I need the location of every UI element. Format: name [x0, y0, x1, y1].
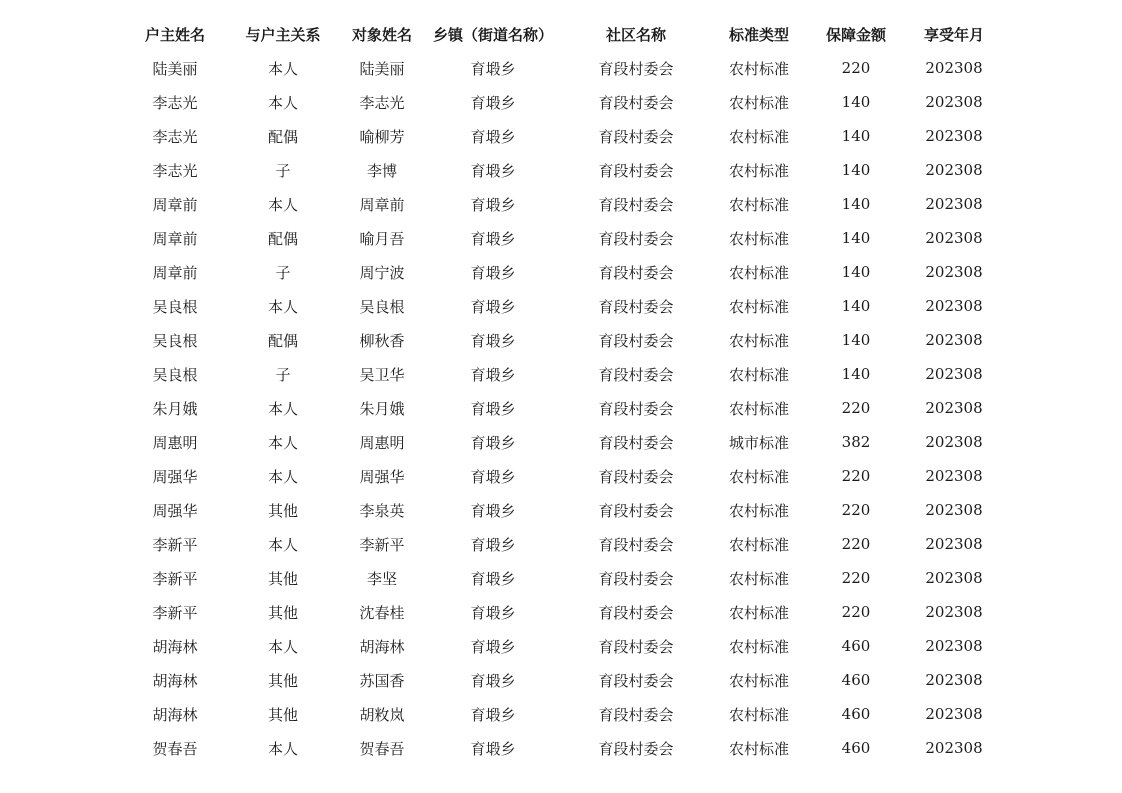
cell-township: 育塅乡 [470, 93, 516, 112]
cell-amount: 220 [841, 59, 871, 77]
cell-amount: 220 [841, 569, 871, 587]
cell-recipient-name: 胡海林 [359, 637, 405, 656]
cell-recipient-name: 朱月娥 [359, 399, 405, 418]
cell-community: 育段村委会 [598, 229, 674, 248]
cell-standard-type: 农村标准 [728, 637, 789, 656]
cell-township: 育塅乡 [470, 535, 516, 554]
cell-householder-name: 李志光 [152, 93, 198, 112]
header-row [120, 17, 1000, 51]
cell-amount: 460 [841, 705, 871, 723]
cell-community: 育段村委会 [598, 161, 674, 180]
cell-relation: 其他 [267, 705, 298, 724]
cell-householder-name: 朱月娥 [152, 399, 198, 418]
cell-amount: 140 [841, 263, 871, 281]
cell-relation: 子 [275, 365, 291, 384]
cell-township: 育塅乡 [470, 433, 516, 452]
cell-amount: 140 [841, 297, 871, 315]
cell-standard-type: 农村标准 [728, 739, 789, 758]
cell-amount: 220 [841, 501, 871, 519]
cell-amount: 140 [841, 93, 871, 111]
cell-standard-type: 农村标准 [728, 59, 789, 78]
cell-standard-type: 农村标准 [728, 331, 789, 350]
header-relation: 与户主关系 [245, 25, 321, 44]
table-body [120, 51, 1000, 765]
cell-relation: 本人 [267, 467, 298, 486]
cell-relation: 本人 [267, 59, 298, 78]
cell-householder-name: 周强华 [152, 467, 198, 486]
cell-recipient-name: 李志光 [359, 93, 405, 112]
cell-month: 202308 [925, 365, 983, 383]
table-row [120, 731, 1000, 765]
cell-community: 育段村委会 [598, 739, 674, 758]
table-row [120, 629, 1000, 663]
table-row [120, 595, 1000, 629]
cell-standard-type: 农村标准 [728, 195, 789, 214]
cell-standard-type: 农村标准 [728, 365, 789, 384]
cell-month: 202308 [925, 739, 983, 757]
cell-community: 育段村委会 [598, 297, 674, 316]
cell-month: 202308 [925, 705, 983, 723]
table-row [120, 391, 1000, 425]
cell-month: 202308 [925, 535, 983, 553]
cell-amount: 220 [841, 603, 871, 621]
cell-recipient-name: 李博 [366, 161, 397, 180]
cell-community: 育段村委会 [598, 399, 674, 418]
cell-householder-name: 周惠明 [152, 433, 198, 452]
cell-township: 育塅乡 [470, 739, 516, 758]
table-row [120, 663, 1000, 697]
cell-relation: 其他 [267, 569, 298, 588]
table-row [120, 425, 1000, 459]
cell-recipient-name: 周宁波 [359, 263, 405, 282]
table-row [120, 527, 1000, 561]
header-standard-type: 标准类型 [728, 25, 789, 44]
table-row [120, 255, 1000, 289]
cell-month: 202308 [925, 671, 983, 689]
table-row [120, 153, 1000, 187]
cell-relation: 子 [275, 263, 291, 282]
cell-standard-type: 城市标准 [728, 433, 789, 452]
cell-community: 育段村委会 [598, 637, 674, 656]
cell-recipient-name: 陆美丽 [359, 59, 405, 78]
cell-amount: 460 [841, 739, 871, 757]
cell-recipient-name: 李坚 [366, 569, 397, 588]
cell-standard-type: 农村标准 [728, 93, 789, 112]
cell-standard-type: 农村标准 [728, 297, 789, 316]
cell-householder-name: 李新平 [152, 535, 198, 554]
cell-relation: 子 [275, 161, 291, 180]
cell-recipient-name: 周强华 [359, 467, 405, 486]
cell-community: 育段村委会 [598, 365, 674, 384]
cell-month: 202308 [925, 229, 983, 247]
header-amount: 保障金额 [825, 25, 886, 44]
cell-standard-type: 农村标准 [728, 705, 789, 724]
cell-householder-name: 陆美丽 [152, 59, 198, 78]
cell-township: 育塅乡 [470, 603, 516, 622]
cell-householder-name: 周强华 [152, 501, 198, 520]
cell-relation: 本人 [267, 93, 298, 112]
cell-community: 育段村委会 [598, 501, 674, 520]
cell-month: 202308 [925, 399, 983, 417]
cell-standard-type: 农村标准 [728, 569, 789, 588]
cell-township: 育塅乡 [470, 637, 516, 656]
cell-recipient-name: 周惠明 [359, 433, 405, 452]
cell-householder-name: 贺春吾 [152, 739, 198, 758]
table-row [120, 561, 1000, 595]
cell-month: 202308 [925, 569, 983, 587]
cell-relation: 其他 [267, 671, 298, 690]
cell-township: 育塅乡 [470, 467, 516, 486]
cell-standard-type: 农村标准 [728, 671, 789, 690]
cell-recipient-name: 苏国香 [359, 671, 405, 690]
cell-amount: 220 [841, 467, 871, 485]
cell-community: 育段村委会 [598, 127, 674, 146]
cell-relation: 本人 [267, 297, 298, 316]
cell-householder-name: 李志光 [152, 127, 198, 146]
table-row [120, 221, 1000, 255]
cell-month: 202308 [925, 603, 983, 621]
cell-relation: 本人 [267, 433, 298, 452]
cell-amount: 140 [841, 365, 871, 383]
cell-relation: 本人 [267, 399, 298, 418]
cell-community: 育段村委会 [598, 93, 674, 112]
cell-community: 育段村委会 [598, 263, 674, 282]
cell-relation: 配偶 [267, 331, 298, 350]
cell-relation: 配偶 [267, 229, 298, 248]
cell-community: 育段村委会 [598, 59, 674, 78]
cell-community: 育段村委会 [598, 535, 674, 554]
cell-township: 育塅乡 [470, 127, 516, 146]
cell-township: 育塅乡 [470, 671, 516, 690]
subsidy-table [120, 17, 1000, 765]
cell-householder-name: 吴良根 [152, 297, 198, 316]
cell-township: 育塅乡 [470, 501, 516, 520]
cell-amount: 140 [841, 161, 871, 179]
cell-standard-type: 农村标准 [728, 467, 789, 486]
cell-community: 育段村委会 [598, 671, 674, 690]
cell-relation: 本人 [267, 637, 298, 656]
cell-township: 育塅乡 [470, 331, 516, 350]
cell-relation: 本人 [267, 195, 298, 214]
cell-householder-name: 周章前 [152, 195, 198, 214]
table-row [120, 697, 1000, 731]
cell-month: 202308 [925, 501, 983, 519]
cell-community: 育段村委会 [598, 195, 674, 214]
cell-amount: 382 [841, 433, 871, 451]
cell-month: 202308 [925, 161, 983, 179]
cell-community: 育段村委会 [598, 467, 674, 486]
table-row [120, 323, 1000, 357]
cell-community: 育段村委会 [598, 603, 674, 622]
cell-recipient-name: 吴良根 [359, 297, 405, 316]
cell-amount: 140 [841, 331, 871, 349]
cell-relation: 配偶 [267, 127, 298, 146]
cell-township: 育塅乡 [470, 161, 516, 180]
cell-amount: 220 [841, 399, 871, 417]
cell-amount: 140 [841, 127, 871, 145]
cell-recipient-name: 柳秋香 [359, 331, 405, 350]
table-row [120, 85, 1000, 119]
cell-month: 202308 [925, 263, 983, 281]
cell-standard-type: 农村标准 [728, 501, 789, 520]
cell-township: 育塅乡 [470, 569, 516, 588]
table-row [120, 289, 1000, 323]
cell-recipient-name: 李新平 [359, 535, 405, 554]
cell-community: 育段村委会 [598, 569, 674, 588]
cell-amount: 460 [841, 637, 871, 655]
cell-householder-name: 吴良根 [152, 365, 198, 384]
cell-township: 育塅乡 [470, 399, 516, 418]
cell-month: 202308 [925, 433, 983, 451]
cell-standard-type: 农村标准 [728, 161, 789, 180]
header-township: 乡镇（街道名称） [432, 25, 553, 44]
cell-township: 育塅乡 [470, 263, 516, 282]
cell-householder-name: 李新平 [152, 569, 198, 588]
cell-recipient-name: 沈春桂 [359, 603, 405, 622]
cell-householder-name: 胡海林 [152, 705, 198, 724]
cell-township: 育塅乡 [470, 705, 516, 724]
table-row [120, 357, 1000, 391]
cell-month: 202308 [925, 331, 983, 349]
table-row [120, 51, 1000, 85]
cell-amount: 140 [841, 195, 871, 213]
cell-recipient-name: 周章前 [359, 195, 405, 214]
cell-community: 育段村委会 [598, 705, 674, 724]
cell-township: 育塅乡 [470, 59, 516, 78]
cell-standard-type: 农村标准 [728, 263, 789, 282]
table-header [120, 17, 1000, 51]
table-row [120, 459, 1000, 493]
cell-month: 202308 [925, 93, 983, 111]
cell-relation: 本人 [267, 535, 298, 554]
cell-householder-name: 胡海林 [152, 671, 198, 690]
cell-month: 202308 [925, 467, 983, 485]
cell-standard-type: 农村标准 [728, 229, 789, 248]
cell-month: 202308 [925, 297, 983, 315]
cell-month: 202308 [925, 637, 983, 655]
cell-standard-type: 农村标准 [728, 535, 789, 554]
cell-township: 育塅乡 [470, 365, 516, 384]
cell-recipient-name: 喻柳芳 [359, 127, 405, 146]
cell-standard-type: 农村标准 [728, 399, 789, 418]
cell-relation: 其他 [267, 501, 298, 520]
cell-month: 202308 [925, 127, 983, 145]
cell-standard-type: 农村标准 [728, 127, 789, 146]
cell-township: 育塅乡 [470, 229, 516, 248]
cell-township: 育塅乡 [470, 195, 516, 214]
cell-township: 育塅乡 [470, 297, 516, 316]
table-row [120, 187, 1000, 221]
header-recipient-name: 对象姓名 [351, 25, 412, 44]
cell-recipient-name: 喻月吾 [359, 229, 405, 248]
cell-amount: 140 [841, 229, 871, 247]
cell-community: 育段村委会 [598, 331, 674, 350]
header-householder-name: 户主姓名 [144, 25, 205, 44]
cell-householder-name: 李新平 [152, 603, 198, 622]
table-row [120, 493, 1000, 527]
cell-householder-name: 吴良根 [152, 331, 198, 350]
cell-relation: 其他 [267, 603, 298, 622]
cell-householder-name: 胡海林 [152, 637, 198, 656]
header-month: 享受年月 [923, 25, 984, 44]
cell-recipient-name: 李泉英 [359, 501, 405, 520]
cell-householder-name: 李志光 [152, 161, 198, 180]
cell-recipient-name: 胡敉岚 [359, 705, 405, 724]
table-row [120, 119, 1000, 153]
cell-amount: 220 [841, 535, 871, 553]
cell-recipient-name: 吴卫华 [359, 365, 405, 384]
cell-month: 202308 [925, 195, 983, 213]
cell-amount: 460 [841, 671, 871, 689]
cell-month: 202308 [925, 59, 983, 77]
cell-recipient-name: 贺春吾 [359, 739, 405, 758]
header-community: 社区名称 [605, 25, 666, 44]
document-page [120, 17, 1000, 765]
cell-community: 育段村委会 [598, 433, 674, 452]
cell-standard-type: 农村标准 [728, 603, 789, 622]
cell-relation: 本人 [267, 739, 298, 758]
cell-householder-name: 周章前 [152, 263, 198, 282]
cell-householder-name: 周章前 [152, 229, 198, 248]
